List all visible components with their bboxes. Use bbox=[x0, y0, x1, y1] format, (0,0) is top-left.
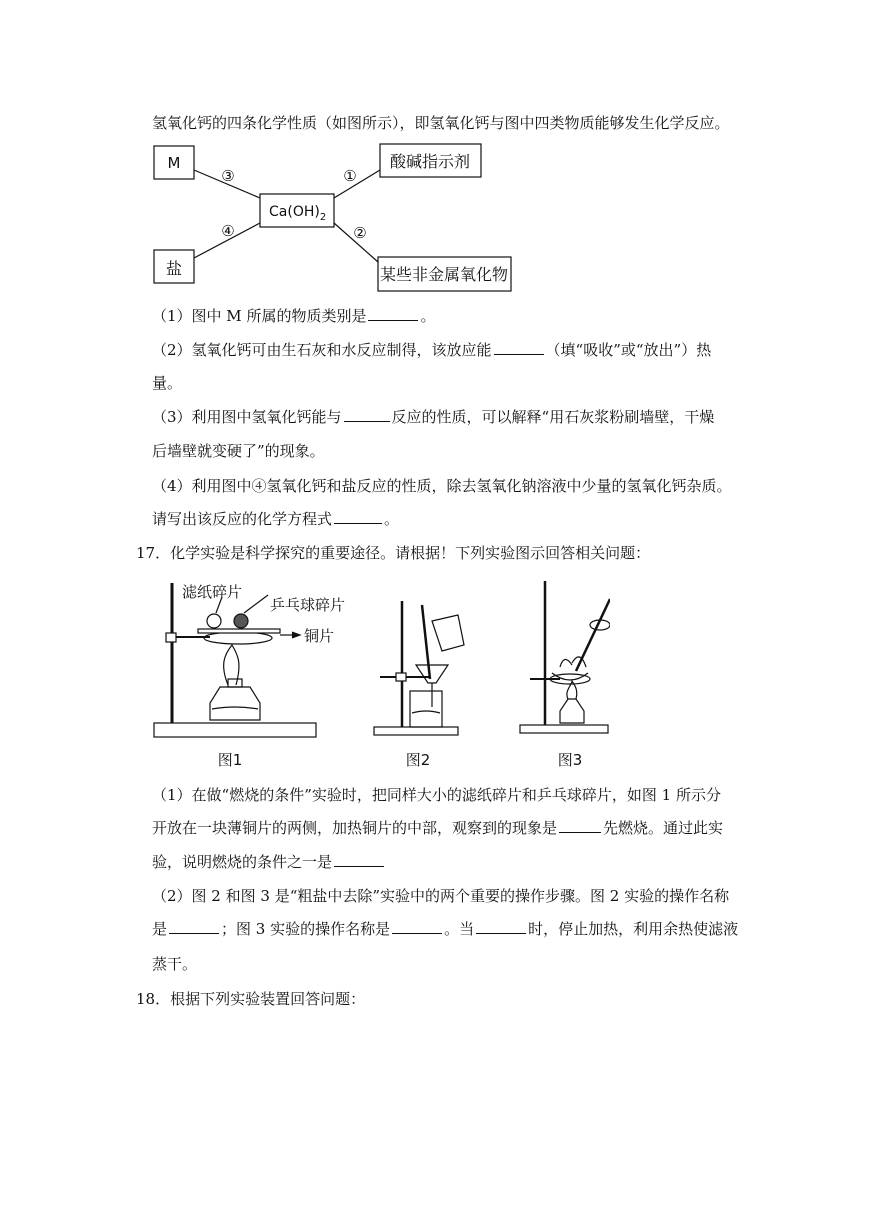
label-3: ③ bbox=[221, 167, 235, 185]
answer-blank[interactable] bbox=[368, 306, 418, 321]
q17-p1-cont2: 验，说明燃烧的条件之一是 bbox=[152, 852, 386, 872]
label-1: ① bbox=[343, 167, 357, 185]
node-center-formula: Ca(OH) bbox=[269, 204, 320, 220]
answer-blank[interactable] bbox=[476, 919, 526, 934]
fig1-copper-sheet bbox=[198, 629, 280, 633]
answer-blank[interactable] bbox=[169, 919, 219, 934]
fig3-burner bbox=[560, 699, 584, 723]
fig1-burner bbox=[210, 687, 260, 720]
q16-p1: （1）图中 M 所属的物质类别是 。 bbox=[152, 307, 436, 325]
fig1-filter-paper bbox=[207, 614, 221, 628]
q17-p1: （1）在做“燃烧的条件”实验时，把同样大小的滤纸碎片和乒乓球碎片，如图 1 所示分 bbox=[152, 786, 721, 804]
fig1-ring bbox=[204, 632, 272, 644]
q18-title: 18．根据下列实验装置回答问题： bbox=[136, 990, 366, 1008]
answer-blank[interactable] bbox=[494, 340, 544, 355]
fig2-beaker bbox=[410, 691, 442, 727]
fig2-funnel bbox=[416, 665, 448, 683]
q16-p3: （3）利用图中氢氧化钙能与 反应的性质，可以解释“用石灰浆粉刷墙壁，干燥 bbox=[152, 408, 715, 426]
fig1-pingpong bbox=[234, 614, 248, 628]
q16-p2-cont: 量。 bbox=[152, 374, 183, 392]
q16-p3-cont: 后墙壁就变硬了”的现象。 bbox=[152, 442, 325, 460]
answer-blank[interactable] bbox=[392, 919, 442, 934]
q17-p2: （2）图 2 和图 3 是“粗盐中去除”实验中的两个重要的操作步骤。图 2 实验的操作名称 bbox=[152, 887, 730, 905]
node-center bbox=[269, 204, 326, 223]
fig2-base bbox=[374, 727, 458, 735]
label-2: ② bbox=[353, 224, 367, 242]
node-m: M bbox=[167, 154, 181, 172]
q17-p1-cont: 开放在一块薄铜片的两侧，加热铜片的中部，观察到的现象是 先燃烧。通过此实 bbox=[152, 819, 724, 837]
q17-title: 17．化学实验是科学探究的重要途径。请根据！下列实验图示回答相关问题： bbox=[136, 544, 651, 562]
node-salt: 盐 bbox=[165, 259, 183, 278]
q16-p4-cont: 请写出该反应的化学方程式 。 bbox=[152, 510, 400, 528]
node-oxide: 某些非金属氧化物 bbox=[379, 265, 509, 284]
fig2-glass-rod bbox=[422, 605, 430, 679]
node-center-subscript: 2 bbox=[319, 212, 327, 223]
q16-p2: （2）氢氧化钙可由生石灰和水反应制得，该放应能 （填“吸收”或“放出”）热 bbox=[152, 341, 712, 359]
intro-text: 氢氧化钙的四条化学性质（如图所示），即氢氧化钙与图中四类物质能够发生化学反应。 bbox=[152, 114, 730, 132]
answer-blank[interactable] bbox=[334, 852, 384, 867]
fig2-caption: 图2 bbox=[405, 751, 431, 769]
fig1-label-copper: 铜片 bbox=[304, 627, 335, 645]
answer-blank[interactable] bbox=[334, 509, 382, 524]
fig3-caption: 图3 bbox=[557, 751, 583, 769]
fig1-label-filter: 滤纸碎片 bbox=[182, 583, 243, 601]
answer-blank[interactable] bbox=[559, 818, 601, 833]
q16-p4: （4）利用图中④氢氧化钙和盐反应的性质，除去氢氧化钠溶液中少量的氢氧化钙杂质。 bbox=[152, 477, 732, 495]
fig3-glass-rod bbox=[576, 599, 610, 671]
fig1-base bbox=[154, 723, 316, 737]
fig1-label-pingpong: 乒乓球碎片 bbox=[270, 596, 346, 614]
calcium-hydroxide-diagram bbox=[150, 140, 550, 300]
answer-blank[interactable] bbox=[344, 407, 390, 422]
fig3-base bbox=[520, 725, 608, 733]
fig2-pour-beaker bbox=[432, 615, 464, 651]
experiment-figures bbox=[140, 575, 610, 770]
q17-p2-cont2: 蒸干。 bbox=[152, 955, 198, 973]
label-4: ④ bbox=[221, 222, 235, 240]
q17-p2-cont: 是 ；图 3 实验的操作名称是 。当 时，停止加热，利用余热使滤液 bbox=[152, 920, 739, 938]
node-indicator: 酸碱指示剂 bbox=[389, 152, 471, 171]
fig1-caption: 图1 bbox=[217, 751, 243, 769]
